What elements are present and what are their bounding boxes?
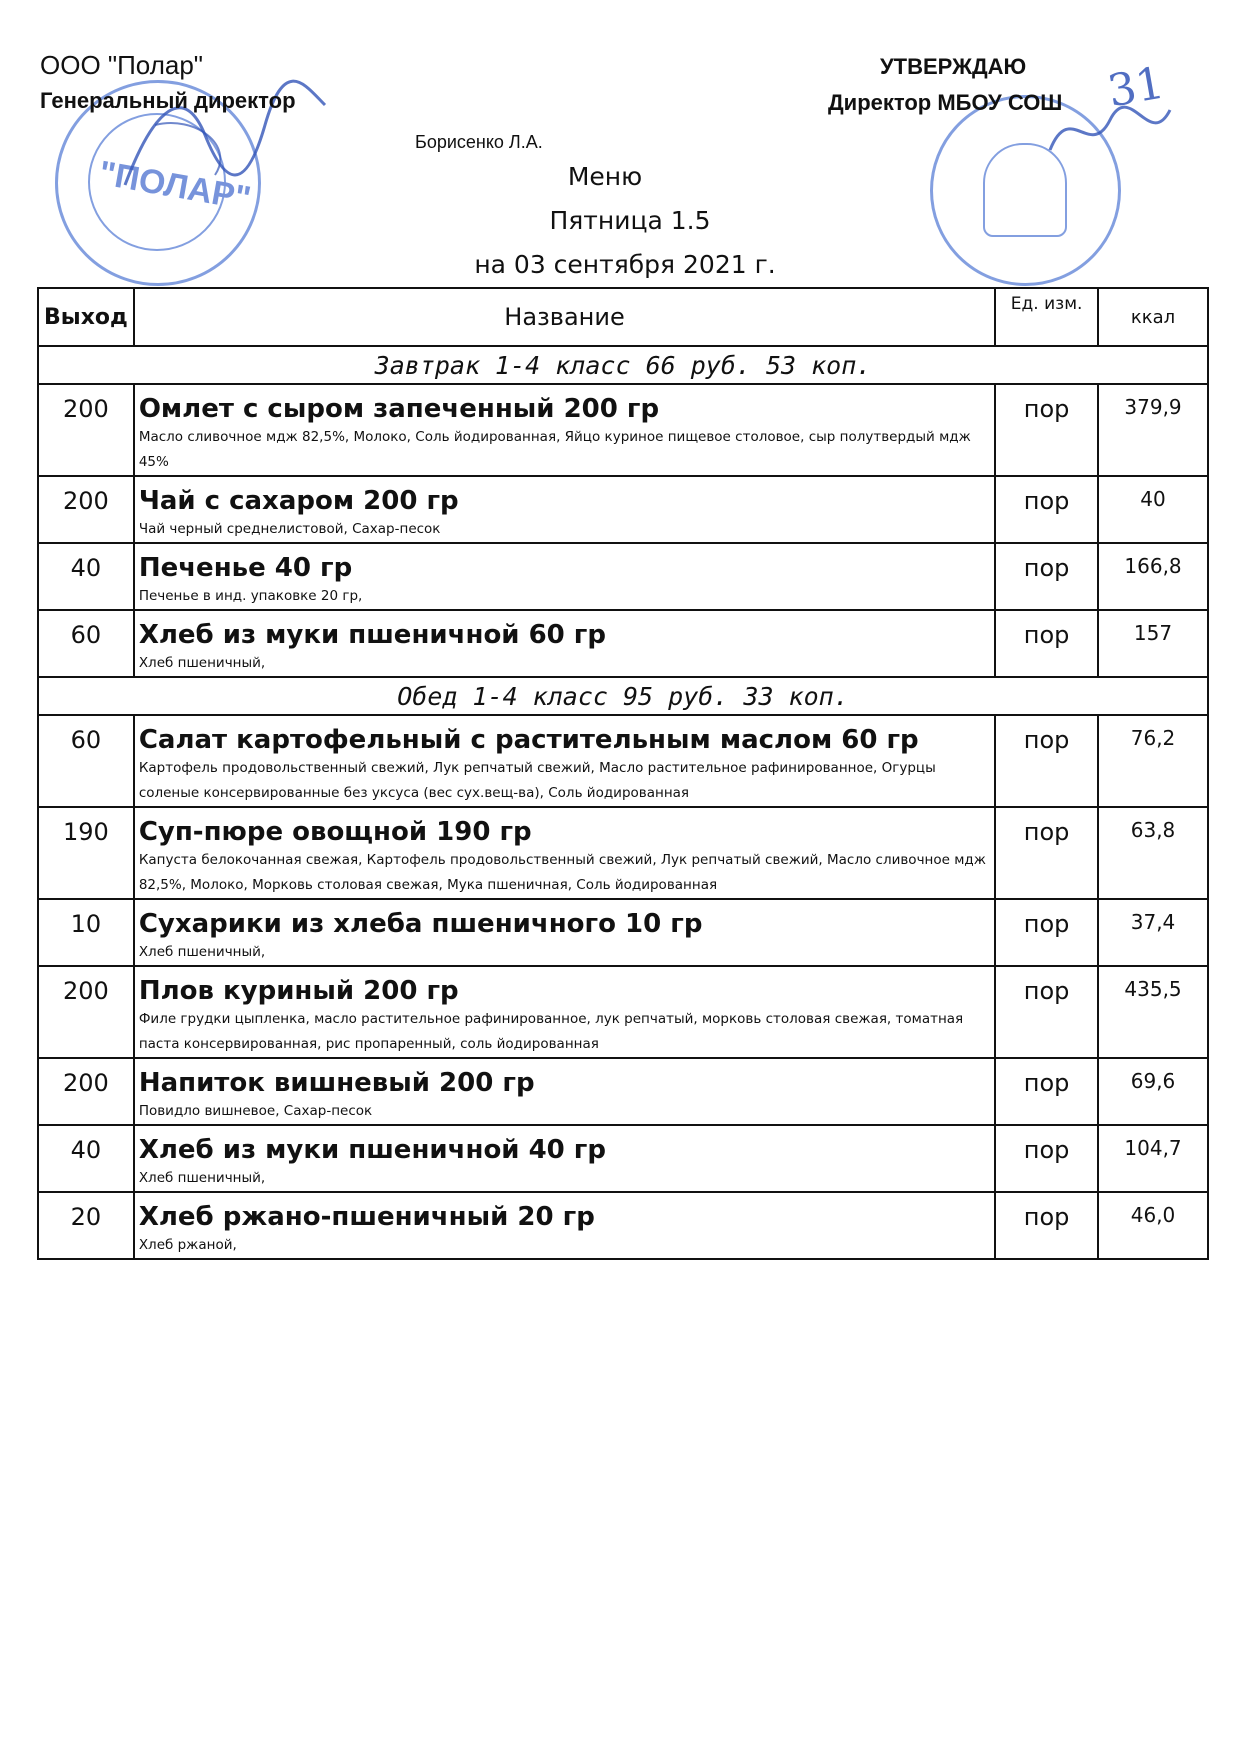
cell-kcal: 69,6 xyxy=(1098,1058,1208,1125)
dish-name: Сухарики из хлеба пшеничного 10 гр xyxy=(138,909,703,939)
table-row xyxy=(38,1058,1208,1125)
table-row xyxy=(38,384,1208,476)
cell-out: 40 xyxy=(38,543,134,610)
table-row xyxy=(38,715,1208,807)
dish-ingredients: Хлеб пшеничный, xyxy=(138,655,266,671)
cell-unit: пор xyxy=(995,966,1098,1058)
cell-out: 190 xyxy=(38,807,134,899)
table-row xyxy=(38,476,1208,543)
cell-out: 200 xyxy=(38,1058,134,1125)
header-unit: Ед. изм. xyxy=(995,288,1098,346)
cell-out: 10 xyxy=(38,899,134,966)
cell-kcal: 104,7 xyxy=(1098,1125,1208,1192)
cell-kcal: 76,2 xyxy=(1098,715,1208,807)
table-row xyxy=(38,1192,1208,1259)
stamp-text: "ПОЛАР" xyxy=(95,153,254,219)
dish-name: Чай с сахаром 200 гр xyxy=(138,486,459,516)
cell-out: 200 xyxy=(38,966,134,1058)
dish-name: Печенье 40 гр xyxy=(138,553,353,583)
cell-unit: пор xyxy=(995,476,1098,543)
section-row xyxy=(38,346,1208,384)
cell-unit: пор xyxy=(995,807,1098,899)
cell-name xyxy=(134,1125,995,1192)
cell-kcal: 37,4 xyxy=(1098,899,1208,966)
table-row xyxy=(38,1125,1208,1192)
cell-name xyxy=(134,715,995,807)
cell-name xyxy=(134,966,995,1058)
section-row xyxy=(38,677,1208,715)
cell-name xyxy=(134,1058,995,1125)
cell-unit: пор xyxy=(995,715,1098,807)
dish-ingredients: Хлеб пшеничный, xyxy=(138,1170,266,1186)
left-position: Генеральный директор xyxy=(40,88,296,113)
dish-name: Суп-пюре овощной 190 гр xyxy=(138,817,532,847)
header-out: Выход xyxy=(38,288,134,346)
dish-name: Напиток вишневый 200 гр xyxy=(138,1068,535,1098)
table-row xyxy=(38,966,1208,1058)
dish-ingredients: Филе грудки цыпленка, масло растительное рафинированное, лук репчатый, морковь столовая свежая, томатная паста консервированная, рис пропаренный, соль йодированная xyxy=(138,1011,964,1052)
dish-name: Хлеб из муки пшеничной 40 гр xyxy=(138,1135,606,1165)
cell-out: 60 xyxy=(38,715,134,807)
dish-name: Хлеб ржано-пшеничный 20 гр xyxy=(138,1202,595,1232)
table-header-row xyxy=(38,288,1208,346)
cell-name xyxy=(134,543,995,610)
cell-kcal: 40 xyxy=(1098,476,1208,543)
cell-unit: пор xyxy=(995,384,1098,476)
cell-unit: пор xyxy=(995,543,1098,610)
section-title: Обед 1-4 класс 95 руб. 33 коп. xyxy=(38,677,1208,715)
cell-unit: пор xyxy=(995,1058,1098,1125)
cell-out: 40 xyxy=(38,1125,134,1192)
dish-ingredients: Чай черный среднелистовой, Сахар-песок xyxy=(138,521,441,537)
cell-unit: пор xyxy=(995,899,1098,966)
cell-name xyxy=(134,384,995,476)
dish-ingredients: Хлеб пшеничный, xyxy=(138,944,266,960)
table-row xyxy=(38,610,1208,677)
company-name: ООО "Полар" xyxy=(40,50,204,80)
cell-out: 200 xyxy=(38,476,134,543)
dish-name: Салат картофельный с растительным маслом 60 гр xyxy=(138,725,919,755)
table-row xyxy=(38,543,1208,610)
cell-out: 20 xyxy=(38,1192,134,1259)
dish-ingredients: Капуста белокочанная свежая, Картофель продовольственный свежий, Лук репчатый свежий, Масло сливочное мдж 82,5%, Молоко, Морковь столовая свежая, Мука пшеничная, Соль йодированная xyxy=(138,852,986,893)
cell-kcal: 157 xyxy=(1098,610,1208,677)
cell-kcal: 166,8 xyxy=(1098,543,1208,610)
menu-title: Меню xyxy=(567,162,643,191)
dish-ingredients: Печенье в инд. упаковке 20 гр, xyxy=(138,588,363,604)
cell-kcal: 379,9 xyxy=(1098,384,1208,476)
section-title: Завтрак 1-4 класс 66 руб. 53 коп. xyxy=(38,346,1208,384)
cell-name xyxy=(134,476,995,543)
dish-ingredients: Картофель продовольственный свежий, Лук репчатый свежий, Масло растительное рафинированное, Огурцы соленые консервированные без уксуса (вес сух.вещ-ва), Соль йодированная xyxy=(138,760,936,801)
dish-name: Омлет с сыром запеченный 200 гр xyxy=(138,394,660,424)
signer-name: Борисенко Л.А. xyxy=(415,132,543,152)
approve-heading: УТВЕРЖДАЮ xyxy=(880,54,1027,79)
menu-body xyxy=(38,346,1208,1259)
header-kcal: ккал xyxy=(1098,288,1208,346)
cell-out: 60 xyxy=(38,610,134,677)
approve-number: 31 xyxy=(1103,57,1169,118)
menu-table xyxy=(37,287,1209,1260)
dish-ingredients: Хлеб ржаной, xyxy=(138,1237,237,1253)
table-row xyxy=(38,899,1208,966)
menu-date: на 03 сентября 2021 г. xyxy=(474,250,776,279)
dish-ingredients: Повидло вишневое, Сахар-песок xyxy=(138,1103,373,1119)
right-position: Директор МБОУ СОШ xyxy=(828,90,1063,115)
dish-name: Хлеб из муки пшеничной 60 гр xyxy=(138,620,606,650)
cell-unit: пор xyxy=(995,610,1098,677)
cell-name xyxy=(134,807,995,899)
table-row xyxy=(38,807,1208,899)
cell-name xyxy=(134,899,995,966)
dish-ingredients: Масло сливочное мдж 82,5%, Молоко, Соль йодированная, Яйцо куриное пищевое столовое, сыр полутвердый мдж 45% xyxy=(138,429,971,470)
cell-unit: пор xyxy=(995,1125,1098,1192)
menu-day: Пятница 1.5 xyxy=(549,206,711,235)
cell-kcal: 63,8 xyxy=(1098,807,1208,899)
cell-out: 200 xyxy=(38,384,134,476)
cell-kcal: 46,0 xyxy=(1098,1192,1208,1259)
cell-name xyxy=(134,610,995,677)
cell-unit: пор xyxy=(995,1192,1098,1259)
cell-name xyxy=(134,1192,995,1259)
dish-name: Плов куриный 200 гр xyxy=(138,976,459,1006)
cell-kcal: 435,5 xyxy=(1098,966,1208,1058)
header-name: Название xyxy=(134,288,995,346)
